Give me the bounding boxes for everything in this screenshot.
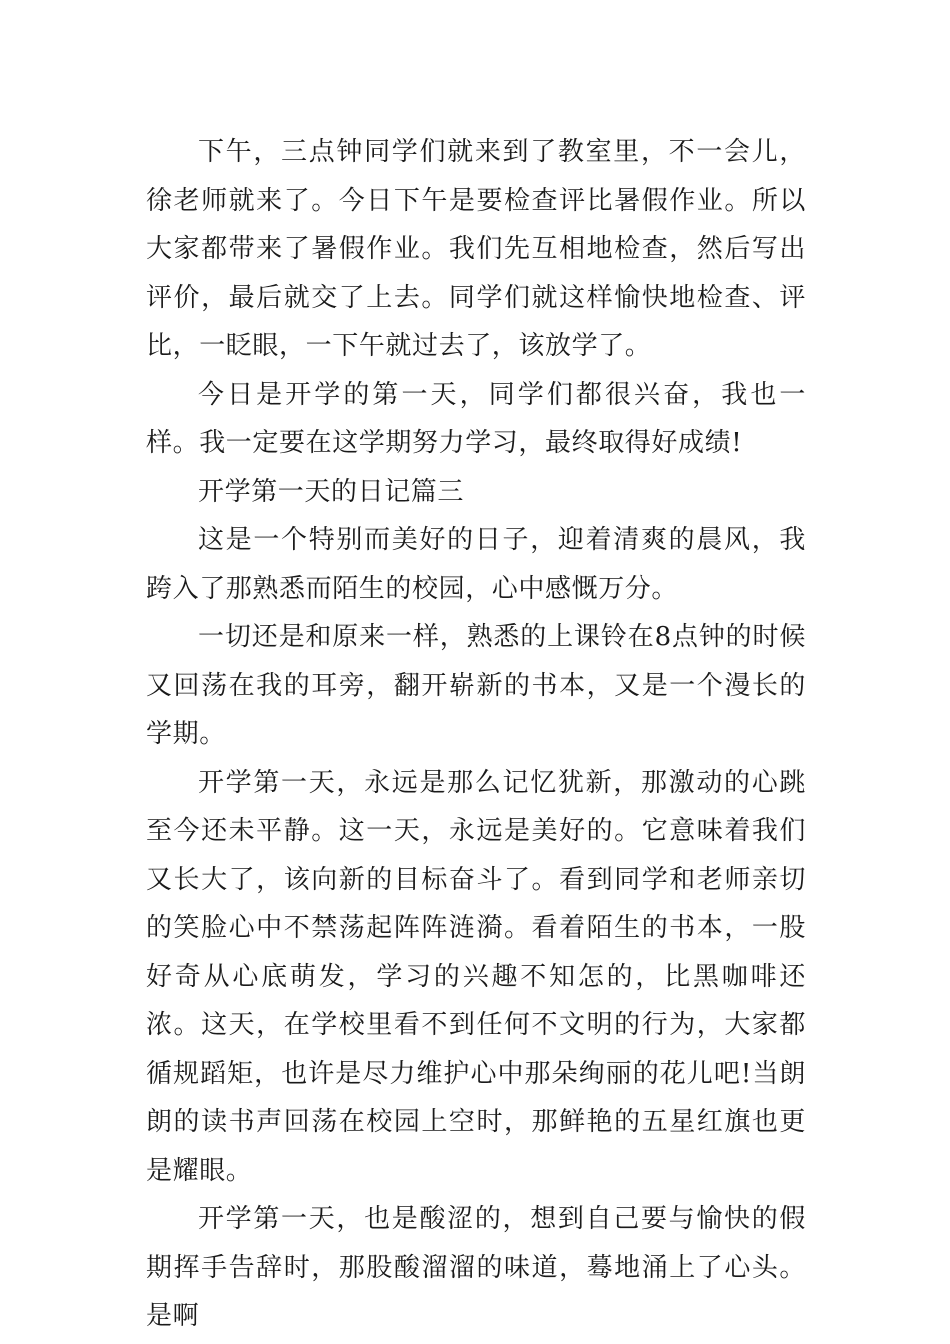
paragraph-school-bell: 一切还是和原来一样，熟悉的上课铃在8点钟的时候又回荡在我的耳旁，翻开崭新的书本，又是一个漫长的学期。 [146, 622, 806, 749]
paragraph-morning-breeze: 这是一个特别而美好的日子，迎着清爽的晨风，我跨入了那熟悉而陌生的校园，心中感慨万分。 [146, 525, 806, 604]
paragraph-first-day-excited: 今日是开学的第一天，同学们都很兴奋，我也一样。我一定要在这学期努力学习，最终取得好成绩! [146, 379, 806, 458]
paragraph-afternoon-homework-check: 下午，三点钟同学们就来到了教室里，不一会儿，徐老师就来了。今日下午是要检查评比暑假作业。所以大家都带来了暑假作业。我们先互相地检查，然后写出评价，最后就交了上去。同学们就这样愉快地检查、评比，一眨眼，一下午就过去了，该放学了。 [146, 137, 806, 361]
section-heading-diary-three: 开学第一天的日记篇三 [198, 476, 465, 507]
paragraph-bittersweet-farewell: 开学第一天，也是酸涩的，想到自己要与愉快的假期挥手告辞时，那股酸溜溜的味道，蓦地涌上了心头。是啊 [146, 1204, 806, 1331]
document-body [146, 128, 806, 1341]
paragraph-memorable-first-day: 开学第一天，永远是那么记忆犹新，那激动的心跳至今还未平静。这一天，永远是美好的。它意味着我们又长大了，该向新的目标奋斗了。看到同学和老师亲切的笑脸心中不禁荡起阵阵涟漪。看着陌生的书本，一股好奇从心底萌发，学习的兴趣不知怎的，比黑咖啡还浓。这天，在学校里看不到任何不文明的行为，大家都循规蹈矩，也许是尽力维护心中那朵绚丽的花儿吧!当朗朗的读书声回荡在校园上空时，那鲜艳的五星红旗也更是耀眼。 [146, 767, 806, 1186]
